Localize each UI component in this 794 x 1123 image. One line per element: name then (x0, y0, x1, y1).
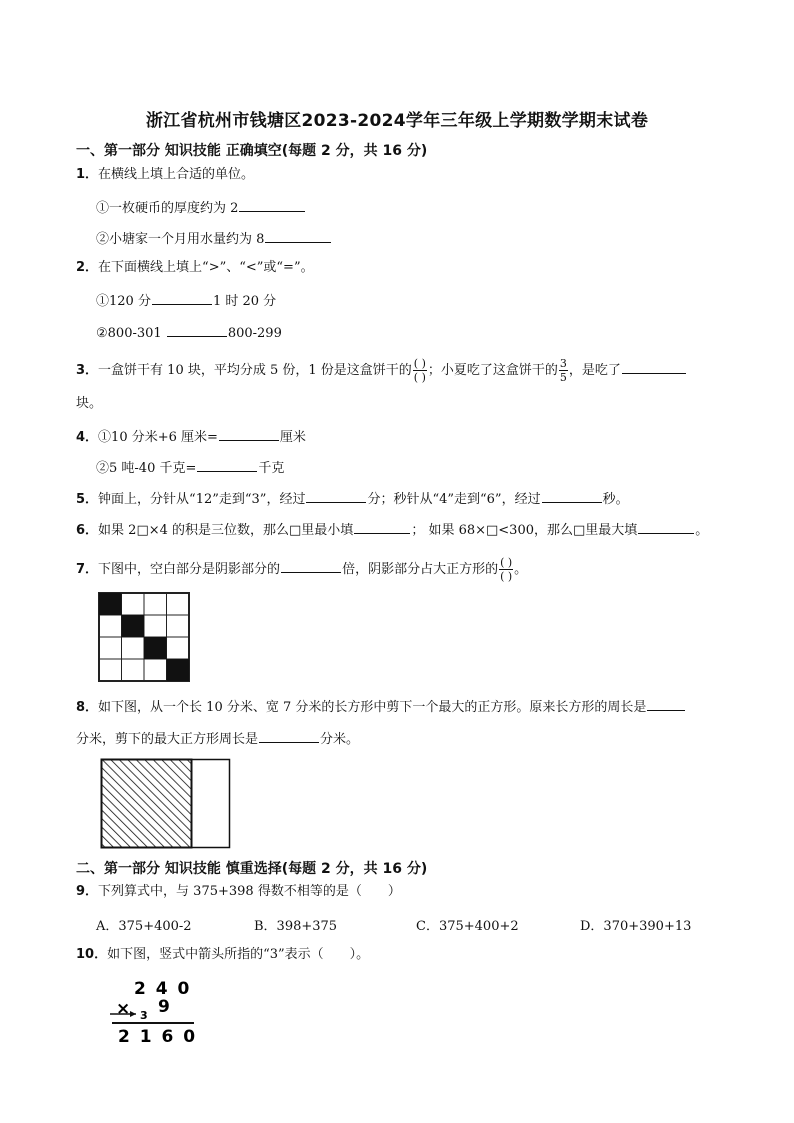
question-text: 倍，阴影部分占大正方形的 (342, 562, 499, 577)
question-text: 下列算式中，与 375+398 得数不相等的是（ ） (98, 884, 401, 899)
question-text: ②5 吨-40 千克= (96, 461, 197, 476)
question-9 (76, 883, 401, 901)
question-text: 块。 (76, 396, 103, 411)
option-a[interactable]: A．375+400-2 (96, 919, 192, 934)
question-number: 8． (76, 700, 99, 715)
question-2-a (96, 290, 276, 311)
question-text: 如下图，从一个长 10 分米、宽 7 分米的长方形中剪下一个最大的正方形。原来长方形的周长是 (98, 700, 647, 715)
option-c[interactable]: C．375+400+2 (416, 919, 519, 934)
question-text: ；小夏吃了这盒饼干的 (427, 363, 558, 378)
carry-digit: 3 (140, 1009, 148, 1022)
question-text: 分米。 (320, 732, 360, 747)
multiplicand: 2 4 0 (134, 979, 192, 999)
answer-blank[interactable] (152, 290, 212, 305)
question-text: 如果 2□×4 的积是三位数，那么□里最小填 (98, 523, 354, 538)
question-text: ①10 分米+6 厘米= (98, 430, 218, 445)
question-2-b (96, 322, 282, 343)
question-text: ②800-301 (96, 326, 162, 341)
answer-blank[interactable] (219, 426, 279, 441)
option-d[interactable]: D．370+390+13 (580, 919, 692, 934)
question-8 (76, 696, 686, 717)
question-number: 7． (76, 562, 99, 577)
fraction-blank[interactable]: $\frac{( )}{( )}$ (413, 357, 426, 384)
question-4-b (96, 457, 284, 478)
cut-square (102, 760, 192, 848)
question-number: 4． (76, 430, 99, 445)
question-3-continued (76, 395, 102, 413)
question-number: 1． (76, 167, 99, 182)
question-text: 分米，剪下的最大正方形周长是 (76, 732, 259, 747)
answer-blank[interactable] (259, 728, 319, 743)
rectangle-figure (100, 758, 232, 850)
grid-figure (98, 592, 190, 682)
question-text: 分；秒针从“4”走到“6”，经过 (367, 492, 541, 507)
answer-blank[interactable] (542, 488, 602, 503)
question-7 (76, 557, 527, 582)
answer-blank[interactable] (281, 558, 341, 573)
question-number: 10． (76, 947, 108, 962)
question-text: 在下面横线上填上“>”、“<”或“=”。 (98, 260, 314, 275)
section-heading-1: 一、第一部分 知识技能 正确填空(每题 2 分，共 16 分) (76, 143, 428, 159)
answer-blank[interactable] (647, 696, 685, 711)
question-text: ②小塘家一个月用水量约为 8 (96, 232, 265, 247)
fraction-blank[interactable]: $\frac{( )}{( )}$ (500, 556, 513, 583)
question-10 (76, 946, 369, 964)
question-number: 2． (76, 260, 99, 275)
arrow-head (130, 1011, 136, 1017)
question-1-b (96, 228, 332, 249)
question-text: 钟面上，分针从“12”走到“3”，经过 (98, 492, 306, 507)
question-text: 800-299 (227, 326, 282, 341)
question-number: 5． (76, 492, 99, 507)
answer-blank[interactable] (239, 197, 305, 212)
multiplier: 9 (158, 997, 170, 1017)
product: 2 1 6 0 (118, 1027, 198, 1047)
question-1 (76, 166, 254, 184)
question-1-a (96, 197, 306, 218)
question-text: ①一枚硬币的厚度约为 2 (96, 201, 239, 216)
question-text: 一盒饼干有 10 块，平均分成 5 份，1 份是这盒饼干的 (98, 363, 412, 378)
question-number: 3． (76, 363, 99, 378)
shaded-cell (144, 637, 167, 659)
times-sign: × (116, 999, 131, 1019)
shaded-cell (122, 615, 145, 637)
answer-blank[interactable] (306, 488, 366, 503)
question-2 (76, 259, 314, 277)
question-3 (76, 358, 687, 383)
question-text: 千克 (258, 461, 285, 476)
question-text: 厘米 (279, 430, 306, 445)
question-text: 。 (695, 523, 709, 538)
answer-blank[interactable] (354, 519, 410, 534)
question-5 (76, 488, 629, 509)
question-text: ①120 分 (96, 294, 151, 309)
option-b[interactable]: B．398+375 (254, 919, 338, 934)
question-text: ，是吃了 (568, 363, 621, 378)
question-text: ； 如果 68×□<300，那么□里最大填 (411, 523, 638, 538)
question-text: 如下图，竖式中箭头所指的“3”表示（ ）。 (107, 947, 370, 962)
fraction-three-fifths: $\frac{3}{5}$ (559, 357, 567, 384)
question-number: 9． (76, 884, 99, 899)
answer-blank[interactable] (622, 359, 686, 374)
vertical-multiplication (104, 972, 204, 1050)
question-8-continued (76, 728, 359, 749)
answer-blank[interactable] (197, 457, 257, 472)
section-heading-2: 二、第一部分 知识技能 慎重选择(每题 2 分，共 16 分) (76, 861, 428, 877)
question-text: 。 (514, 562, 528, 577)
question-text: 下图中，空白部分是阴影部分的 (98, 562, 281, 577)
answer-blank[interactable] (167, 322, 227, 337)
question-4-a (76, 426, 306, 447)
question-6 (76, 519, 708, 540)
question-text: 在横线上填上合适的单位。 (98, 167, 255, 182)
question-text: 1 时 20 分 (212, 294, 277, 309)
question-text: 秒。 (602, 492, 629, 507)
shaded-cell (99, 593, 122, 615)
question-number: 6． (76, 523, 99, 538)
page-title: 浙江省杭州市钱塘区2023-2024学年三年级上学期数学期末试卷 (145, 111, 649, 131)
answer-blank[interactable] (638, 519, 694, 534)
shaded-cell (167, 659, 190, 681)
answer-blank[interactable] (265, 228, 331, 243)
